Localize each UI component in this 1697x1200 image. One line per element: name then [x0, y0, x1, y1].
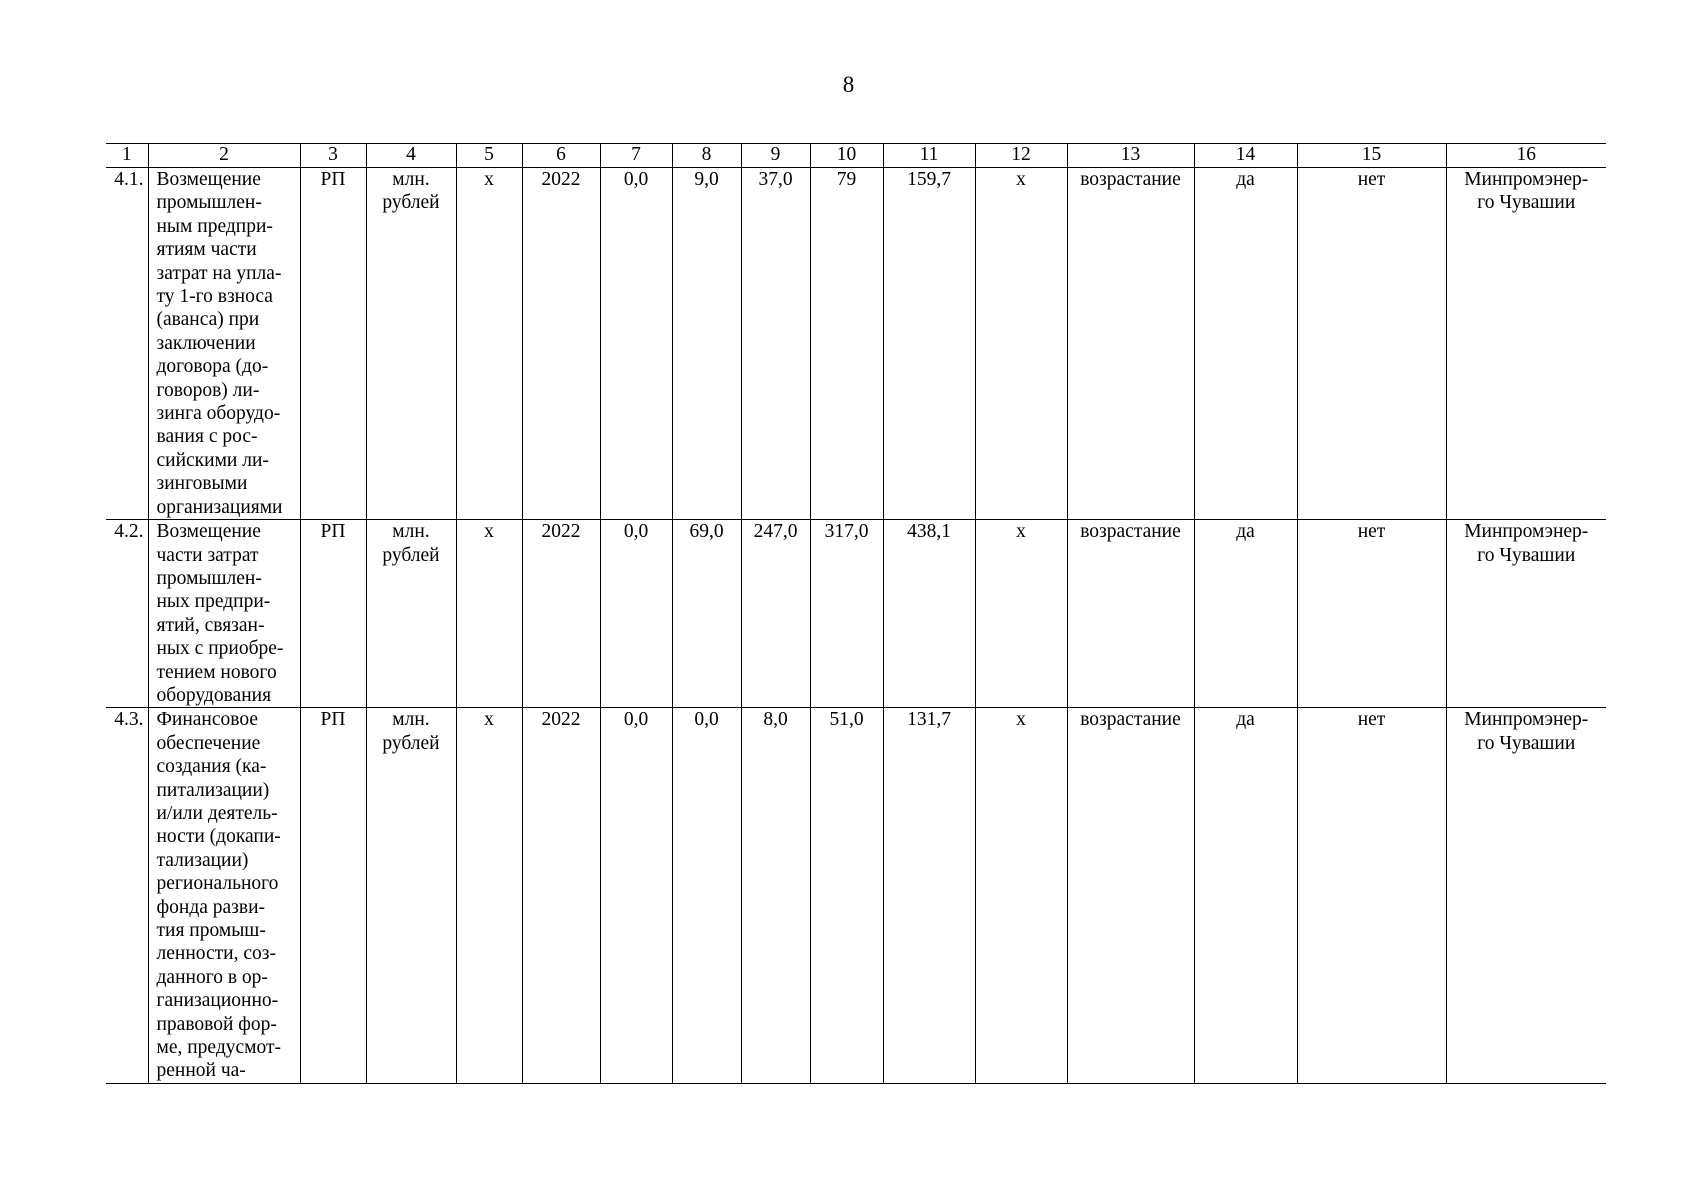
- cell-12: х: [975, 708, 1067, 1084]
- column-header: 15: [1297, 144, 1446, 168]
- table-row: [106, 708, 1606, 1084]
- column-number-row: [106, 144, 1606, 168]
- responsible-text: Минпромэнер- го Чувашии: [1464, 169, 1589, 214]
- measure-name-text: Возмещение части затрат промышлен- ных предпри- ятий, связан- ных с приобре- тением нового оборудования: [156, 521, 284, 706]
- column-header: 16: [1446, 144, 1606, 168]
- column-header: 12: [975, 144, 1067, 168]
- cell-11: 438,1: [883, 520, 975, 708]
- column-header: 2: [148, 144, 300, 168]
- trend-cell: возрастание: [1067, 168, 1194, 520]
- cell-11: 159,7: [883, 168, 975, 520]
- column-header: 3: [300, 144, 366, 168]
- measure-name-text: Финансовое обеспечение создания (ка- питализации) и/или деятель- ности (докапи- тализации) регионального фонда разви- тия промыш- ленности, соз- данного в ор- ганизационно- правовой фор- ме, предусмот- ренной ча-: [156, 709, 282, 1082]
- column-header: 4: [366, 144, 456, 168]
- cell-12: х: [975, 520, 1067, 708]
- column-header: 14: [1194, 144, 1297, 168]
- row-number: 4.3.: [106, 708, 148, 1084]
- unit-text: млн. рублей: [382, 521, 440, 566]
- cell-7: 0,0: [600, 168, 672, 520]
- column-header: 11: [883, 144, 975, 168]
- cell-15: нет: [1297, 520, 1446, 708]
- column-header: 13: [1067, 144, 1194, 168]
- trend-cell: возрастание: [1067, 708, 1194, 1084]
- cell-10: 79: [810, 168, 883, 520]
- cell-9: 37,0: [741, 168, 810, 520]
- cell-9: 247,0: [741, 520, 810, 708]
- cell-5: х: [456, 168, 522, 520]
- responsible-text: Минпромэнер- го Чувашии: [1464, 521, 1589, 566]
- table-row: [106, 168, 1606, 520]
- column-header: 6: [522, 144, 600, 168]
- measure-name: [148, 168, 300, 520]
- column-header: 10: [810, 144, 883, 168]
- table-row: [106, 520, 1606, 708]
- column-header: 8: [672, 144, 741, 168]
- row-number: 4.1.: [106, 168, 148, 520]
- year-cell: 2022: [522, 520, 600, 708]
- responsible-cell: [1446, 520, 1606, 708]
- source-cell: РП: [300, 708, 366, 1084]
- cell-5: х: [456, 708, 522, 1084]
- page-number: 8: [842, 72, 855, 97]
- column-header: 9: [741, 144, 810, 168]
- column-header: 7: [600, 144, 672, 168]
- cell-5: х: [456, 520, 522, 708]
- measure-name-text: Возмещение промышлен- ным предпри- ятиям части затрат на упла- ту 1-го взноса (аванса) при заключении договора (до- говоров) ли- зинга оборудо- вания с рос- сийскими ли- зинговыми организациями: [156, 169, 283, 518]
- indicators-table: [106, 143, 1606, 1084]
- unit-cell: [366, 708, 456, 1084]
- cell-14: да: [1194, 708, 1297, 1084]
- unit-text: млн. рублей: [382, 709, 440, 754]
- source-cell: РП: [300, 520, 366, 708]
- measure-name: [148, 520, 300, 708]
- responsible-cell: [1446, 708, 1606, 1084]
- cell-14: да: [1194, 520, 1297, 708]
- cell-10: 317,0: [810, 520, 883, 708]
- trend-cell: возрастание: [1067, 520, 1194, 708]
- column-header: 5: [456, 144, 522, 168]
- unit-cell: [366, 168, 456, 520]
- cell-12: х: [975, 168, 1067, 520]
- cell-15: нет: [1297, 708, 1446, 1084]
- row-number: 4.2.: [106, 520, 148, 708]
- responsible-text: Минпромэнер- го Чувашии: [1464, 709, 1589, 754]
- cell-14: да: [1194, 168, 1297, 520]
- column-header: 1: [106, 144, 148, 168]
- measure-name: [148, 708, 300, 1084]
- cell-8: 0,0: [672, 708, 741, 1084]
- year-cell: 2022: [522, 168, 600, 520]
- source-cell: РП: [300, 168, 366, 520]
- year-cell: 2022: [522, 708, 600, 1084]
- responsible-cell: [1446, 168, 1606, 520]
- cell-9: 8,0: [741, 708, 810, 1084]
- cell-7: 0,0: [600, 520, 672, 708]
- cell-8: 9,0: [672, 168, 741, 520]
- cell-11: 131,7: [883, 708, 975, 1084]
- cell-10: 51,0: [810, 708, 883, 1084]
- cell-7: 0,0: [600, 708, 672, 1084]
- cell-8: 69,0: [672, 520, 741, 708]
- unit-text: млн. рублей: [382, 169, 440, 214]
- unit-cell: [366, 520, 456, 708]
- cell-15: нет: [1297, 168, 1446, 520]
